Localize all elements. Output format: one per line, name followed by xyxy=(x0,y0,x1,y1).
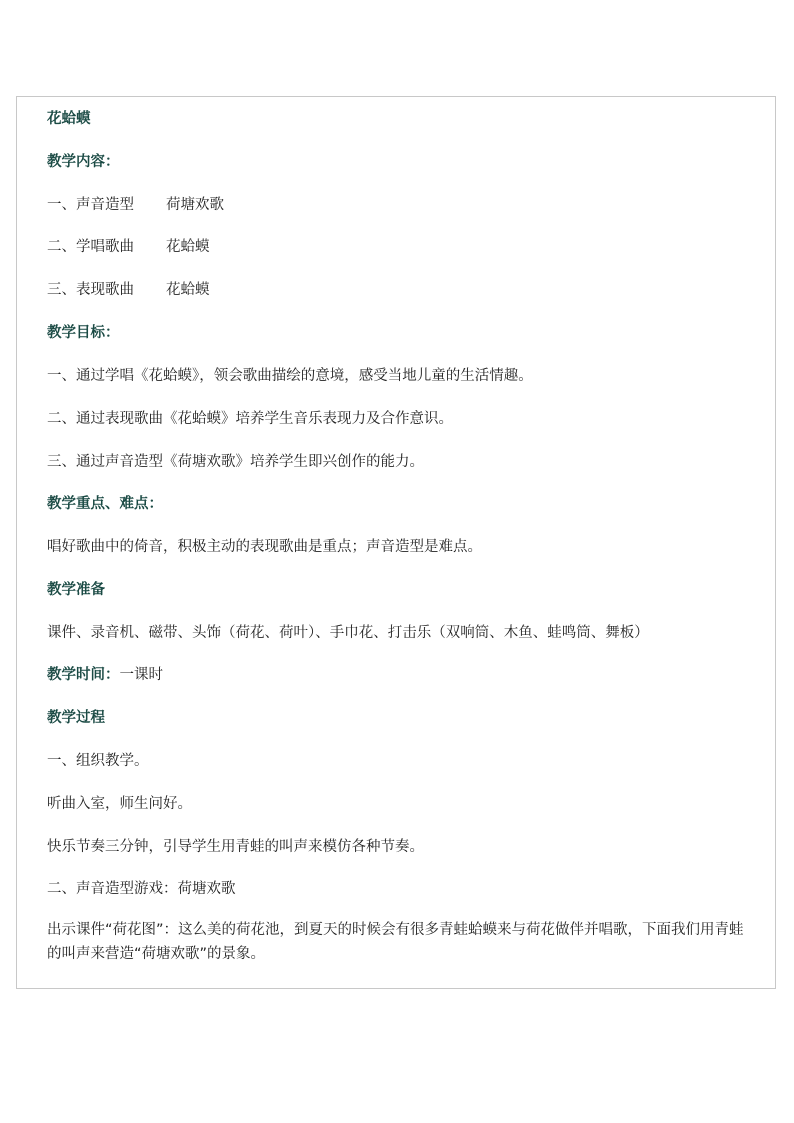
content-item xyxy=(47,237,210,257)
content-item-prefix: 二、学唱歌曲 xyxy=(47,239,134,255)
key-points-text: 唱好歌曲中的倚音，积极主动的表现歌曲是重点；声音造型是难点。 xyxy=(47,539,482,555)
content-item-prefix: 一、声音造型 xyxy=(47,197,134,213)
content-item-prefix: 三、表现歌曲 xyxy=(47,282,134,298)
content-item xyxy=(47,280,210,300)
preparation-text: 课件、录音机、磁带、头饰（荷花、荷叶）、手巾花、打击乐（双响筒、木鱼、蛙鸣筒、舞板） xyxy=(47,625,649,641)
teaching-time-value: 一课时 xyxy=(119,667,163,683)
goal-item: 三、通过声音造型《荷塘欢歌》培养学生即兴创作的能力。 xyxy=(47,454,424,470)
process-paragraph: 出示课件“荷花图”：这么美的荷花池，到夏天的时候会有很多青蛙蛤蟆来与荷花做伴并唱歌，下面我们用青蛙的叫声来营造“荷塘欢歌”的景象。 xyxy=(47,922,744,962)
teaching-time-label: 教学时间： xyxy=(47,667,120,683)
content-item-value: 花蛤蟆 xyxy=(166,282,210,298)
process-step: 一、组织教学。 xyxy=(47,753,149,769)
content-item-value: 荷塘欢歌 xyxy=(166,197,224,213)
goals-heading: 教学目标： xyxy=(47,325,120,341)
goal-item: 一、通过学唱《花蛤蟆》，领会歌曲描绘的意境，感受当地儿童的生活情趣。 xyxy=(47,368,533,384)
process-step: 二、声音造型游戏：荷塘欢歌 xyxy=(47,881,236,897)
content-heading: 教学内容： xyxy=(47,154,120,170)
teaching-time xyxy=(47,665,163,685)
lesson-plan-document xyxy=(16,96,776,989)
content-item xyxy=(47,195,224,215)
preparation-heading: 教学准备 xyxy=(47,582,105,598)
key-points-heading: 教学重点、难点： xyxy=(47,496,163,512)
process-step: 听曲入室，师生问好。 xyxy=(47,796,192,812)
process-heading: 教学过程 xyxy=(47,710,105,726)
process-step: 快乐节奏三分钟，引导学生用青蛙的叫声来模仿各种节奏。 xyxy=(47,839,424,855)
content-item-value: 花蛤蟆 xyxy=(166,239,210,255)
goal-item: 二、通过表现歌曲《花蛤蟆》培养学生音乐表现力及合作意识。 xyxy=(47,411,453,427)
document-title: 花蛤蟆 xyxy=(47,111,91,127)
